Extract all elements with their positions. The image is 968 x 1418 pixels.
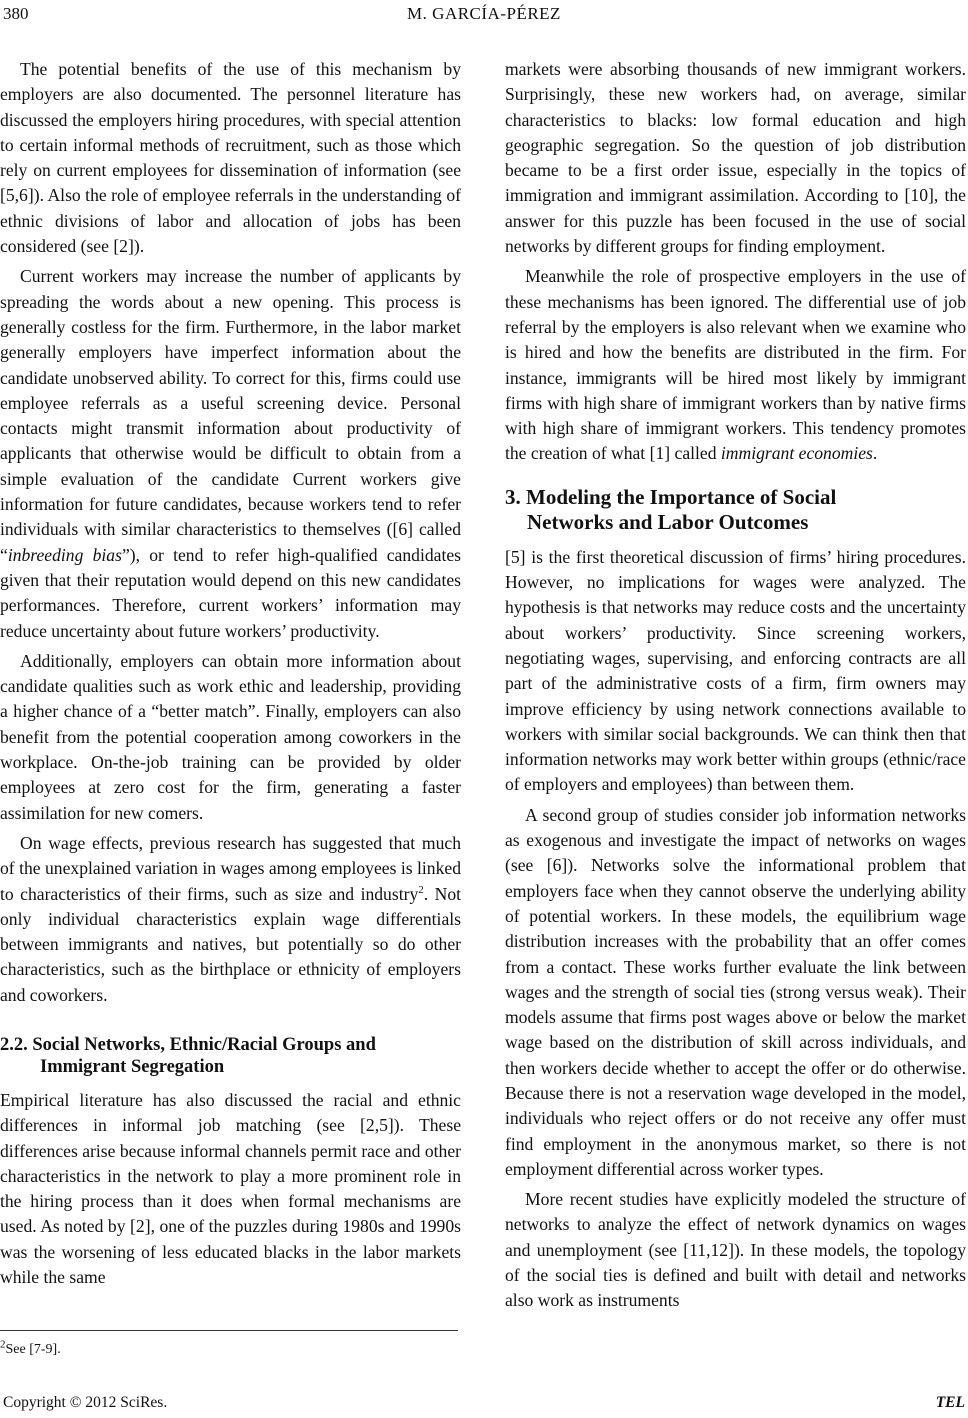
left-column (0, 57, 461, 1295)
paragraph: Meanwhile the role of prospective employers in the use of these mechanisms has been ignored. The differential use of job referral by the employers is also relevant when we examine who is hired and how the benefits are distributed in the firm. For instance, immigrants will be hired most likely by immigrant firms with high share of immigrant workers than by native firms with high share of immigrant workers. This tendency promotes the creation of what [1] called immigrant economies. (505, 266, 966, 464)
paragraph: On wage effects, previous research has suggested that much of the unexplained variation in wages among employees is linked to characteristics of their firms, such as size and industry$^2$. Not only individual characteristics explain wage differentials between immigrants and natives, but potentially so do other characteristics, such as the birthplace or ethnicity of employers and coworkers. (0, 832, 462, 1005)
paragraph: The potential benefits of the use of this mechanism by employers are also documented. The personnel literature has discussed the employers hiring procedures, with special attention to certain informal methods of recruitment, such as those which rely on current employees for dissemination of information (see [5,6]). Also the role of employee referrals in the understanding of ethnic divisions of labor and allocation of jobs has been considered (see [2]). (0, 59, 461, 257)
footnote-rule (0, 1330, 458, 1331)
paragraph: More recent studies have explicitly modeled the structure of networks to analyze the effect of network dynamics on wages and unemployment (see [11,12]). In these models, the topology of the social ties is defined and built with detail and networks also work as instruments (505, 1189, 966, 1311)
paragraph: [5] is the first theoretical discussion of firms’ hiring procedures. However, no implications for wages were analyzed. The hypothesis is that networks may reduce costs and the uncertainty about workers’ productivity. Since screening workers, negotiating wages, supervising, and enforcing contracts are all part of the administrative costs of a firm, firm owners may improve efficiency by using network connections available to workers with similar social backgrounds. We can think then that information networks may work better within groups (ethnic/race of employers and employees) than between them. (505, 546, 966, 795)
page-header (0, 4, 968, 28)
footnote-mark: 2 (418, 883, 424, 896)
right-column (505, 57, 966, 1319)
footnote-number: 2 (0, 1338, 6, 1351)
running-title: M. GARCÍA-PÉREZ (407, 4, 561, 23)
paragraph: Empirical literature has also discussed the racial and ethnic differences in informal job matching (see [2,5]). These differences arise because informal channels permit race and other characteristics in the network to play a more prominent role in the hiring process than it does when formal mechanisms are used. As noted by [2], one of the puzzles during 1980s and 1990s was the worsening of less educated blacks in the labor markets while the same (0, 1089, 461, 1288)
paragraph: markets were absorbing thousands of new immigrant workers. Surprisingly, these new workers had, on average, similar characteristics to blacks: low formal education and high geographic segregation. So the question of job distribution became to be a first order issue, especially in the topics of immigration and immigrant assimilation. According to [10], the answer for this puzzle has been focused in the use of social networks by different groups for finding employment. (505, 59, 966, 257)
copyright: Copyright © 2012 SciRes. (3, 1394, 168, 1411)
paragraph: Additionally, employers can obtain more information about candidate qualities such as work ethic and leadership, providing a higher chance of a “better match”. Finally, employers can also benefit from the potential cooperation among coworkers in the workplace. On-the-job training can be provided by older employees at zero cost for the firm, generating a faster assimilation for new comers. (0, 650, 461, 823)
section-heading-2-2: 2.2. Social Networks, Ethnic/Racial Groups and Immigrant Segregation (0, 1034, 376, 1077)
journal-abbrev: TEL (935, 1394, 965, 1411)
page-number: 380 (3, 4, 29, 23)
footnote: $^2$See [7-9]. (0, 1338, 61, 1357)
section-heading-3: 3. Modeling the Importance of Social Networks and Labor Outcomes (505, 484, 837, 534)
paragraph: A second group of studies consider job information networks as exogenous and investigate the impact of networks on wages (see [6]). Networks solve the informational problem that employers face when they cannot observe the underlying ability of potential workers. In these models, the equilibrium wage distribution increases with the probability that an offer comes from a contact. These works further evaluate the link between wages and the strength of social ties (strong versus weak). Their models assume that firms post wages above or below the market wage based on the distribution of skill across individuals, and then workers decide whether to accept the offer or do otherwise. Because there is not a reservation wage developed in the model, individuals who reject offers or do not receive any offer must find employment in the anonymous market, so there is not employment differential across worker types. (505, 804, 966, 1179)
paragraph: Current workers may increase the number of applicants by spreading the words about a new opening. This process is generally costless for the firm. Furthermore, in the labor market generally employers have imperfect information about the candidate unobserved ability. To correct for this, firms could use employee referrals as a useful screening device. Personal contacts might transmit information about productivity of applicants that otherwise would be difficult to obtain from a simple evaluation of the candidate Current workers give information for future candidates, because workers tend to refer individuals with similar characteristics to themselves ([6] called “inbreeding bias”), or tend to refer high-qualified candidates given that their reputation would depend on this new candidates performances. Therefore, current workers’ information may reduce uncertainty about future workers’ productivity. (0, 266, 462, 641)
